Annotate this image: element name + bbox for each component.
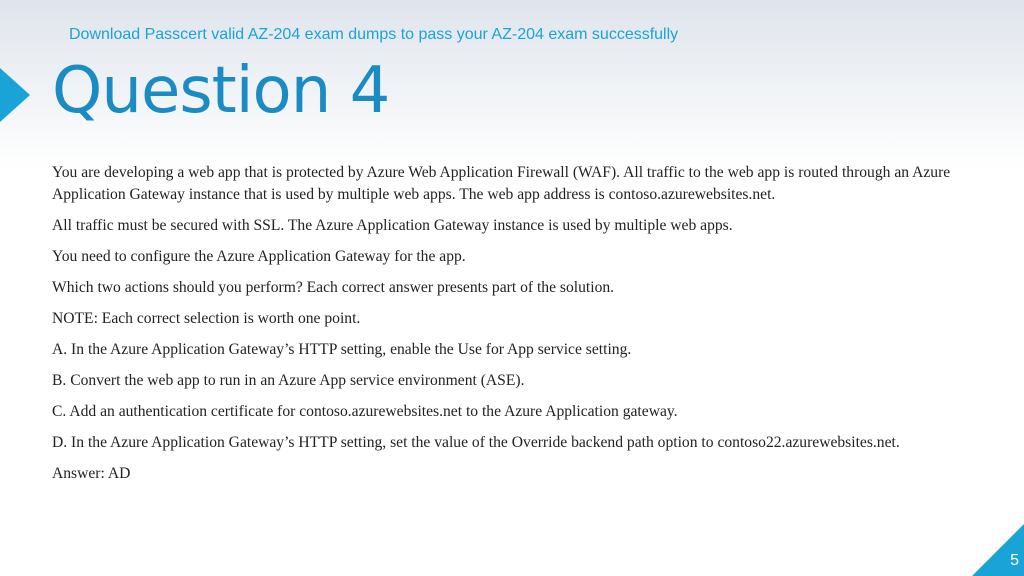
question-note: NOTE: Each correct selection is worth one point.	[52, 310, 361, 327]
page-number: 5	[1010, 552, 1019, 569]
question-paragraph: You need to configure the Azure Application Gateway for the app.	[52, 248, 466, 265]
question-body	[52, 162, 992, 494]
arrow-icon	[0, 68, 30, 122]
question-paragraph: You are developing a web app that is protected by Azure Web Application Firewall (WAF). All traffic to the web app is routed through an Azure Application Gateway instance that is used by multiple web apps. The web app address is contoso.azurewebsites.net.	[52, 164, 951, 203]
question-paragraph: All traffic must be secured with SSL. The Azure Application Gateway instance is used by multiple web apps.	[52, 217, 733, 234]
question-paragraph: Which two actions should you perform? Each correct answer presents part of the solution.	[52, 279, 615, 296]
page-title: Question 4	[52, 54, 390, 128]
option-b: B. Convert the web app to run in an Azure App service environment (ASE).	[52, 372, 525, 389]
download-banner: Download Passcert valid AZ-204 exam dumps to pass your AZ-204 exam successfully	[69, 26, 679, 43]
option-c: C. Add an authentication certificate for contoso.azurewebsites.net to the Azure Application gateway.	[52, 403, 678, 420]
option-a: A. In the Azure Application Gateway’s HTTP setting, enable the Use for App service setting.	[52, 341, 632, 358]
option-d: D. In the Azure Application Gateway’s HTTP setting, set the value of the Override backend path option to contoso22.azurewebsites.net.	[52, 434, 900, 451]
answer: Answer: AD	[52, 465, 131, 482]
